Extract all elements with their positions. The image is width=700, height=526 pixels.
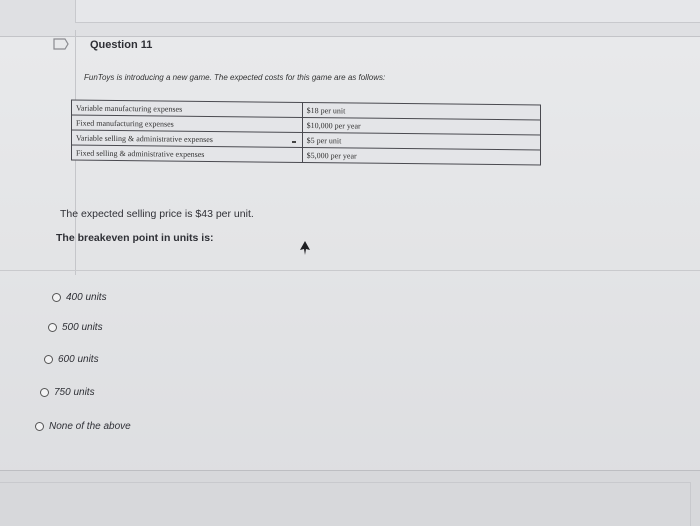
cost-label: Fixed selling & administrative expenses: [72, 145, 303, 162]
question-prompt: The breakeven point in units is:: [56, 232, 214, 244]
option-label: 400 units: [66, 292, 107, 303]
cost-label: Variable manufacturing expenses: [72, 100, 303, 117]
option-label: 500 units: [62, 322, 103, 333]
option-label: None of the above: [49, 421, 131, 432]
cost-table: [71, 100, 541, 166]
option-label: 750 units: [54, 387, 95, 398]
option-label: 600 units: [58, 354, 99, 365]
previous-question-edge: [75, 0, 700, 23]
price-statement: The expected selling price is $43 per unit.: [60, 208, 254, 220]
radio-button-icon[interactable]: [52, 293, 61, 302]
answer-divider: [0, 270, 700, 271]
radio-button-icon[interactable]: [48, 323, 57, 332]
cost-label: Fixed manufacturing expenses: [72, 115, 303, 132]
option-750-units[interactable]: [40, 387, 95, 398]
question-intro: FunToys is introducing a new game. The expected costs for this game are as follows:: [84, 73, 386, 82]
flag-icon[interactable]: [52, 37, 70, 51]
radio-button-icon[interactable]: [40, 388, 49, 397]
cost-value: $10,000 per year: [302, 117, 540, 134]
radio-button-icon[interactable]: [35, 422, 44, 431]
mouse-cursor-icon: [298, 240, 312, 256]
next-question-edge: [0, 482, 691, 526]
option-500-units[interactable]: [48, 322, 103, 333]
option-none-of-the-above[interactable]: [35, 421, 131, 432]
cost-value: $18 per unit: [302, 102, 540, 119]
cost-value: $5 per unit: [302, 132, 540, 149]
radio-button-icon[interactable]: [44, 355, 53, 364]
option-600-units[interactable]: [44, 354, 99, 365]
cost-label: Variable selling & administrative expenses: [72, 130, 303, 147]
question-title: Question 11: [90, 39, 153, 51]
option-400-units[interactable]: [52, 292, 107, 303]
table-dash-mark: [292, 141, 296, 143]
cost-value: $5,000 per year: [302, 147, 540, 164]
